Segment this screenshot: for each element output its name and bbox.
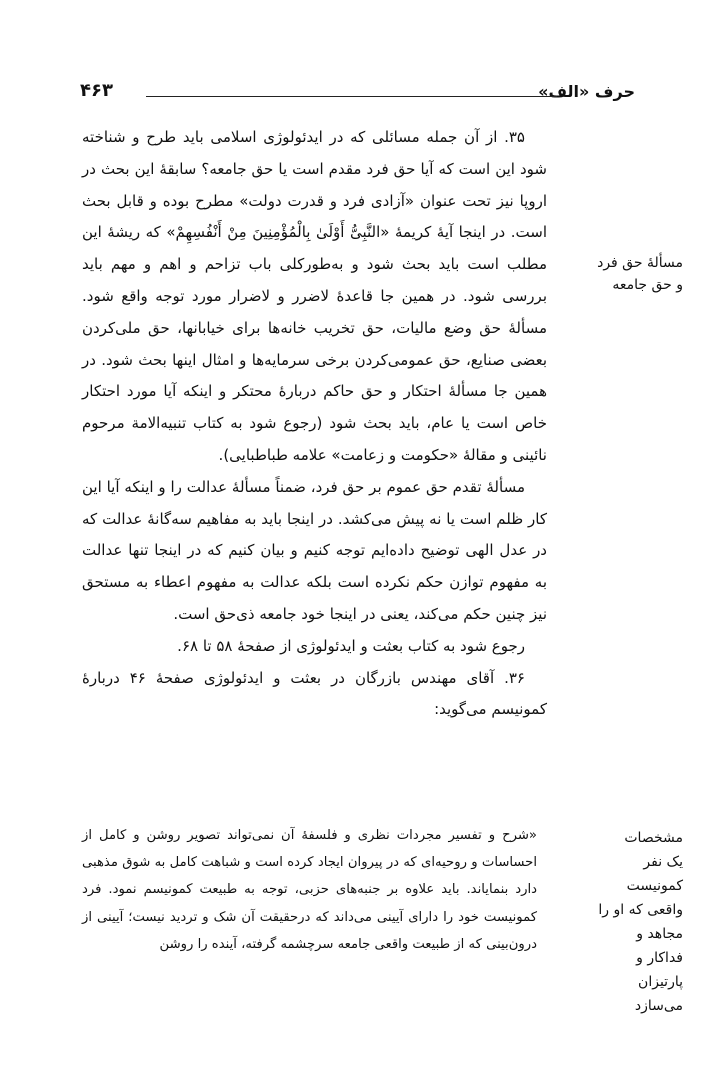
paragraph-36: ۳۶. آقای مهندس بازرگان در بعثت و ایدئولوژی صفحهٔ ۴۶ دربارهٔ کمونیسم می‌گوید: — [82, 668, 547, 719]
paragraph-justice: مسألهٔ تقدم حق عموم بر حق فرد، ضمناً مسألهٔ عدالت را و اینکه آیا این کار ظلم است یا نه پیش می‌کشد. در اینجا باید به مفاهیم سه‌گانهٔ عدالت که در عدل الهی توضیح داده‌ایم توجه کنیم و بیان کنیم که در اینجا تنها عدالت به مفهوم توازن حکم نکرده است بلکه عدالت به مفهوم اعطاء به مستحق نیز چنین حکم می‌کند، یعنی در اینجا خود جامعه ذی‌حق است. — [82, 477, 547, 623]
margin-note-line: واقعی که او را — [598, 902, 683, 918]
header-rule — [146, 96, 557, 97]
page-number: ۴۶۳ — [80, 80, 113, 101]
quote-text: «شرح و تفسیر مجردات نظری و فلسفهٔ آن نمی‌تواند تصویر روشن و کامل از احساسات و روحیه‌ای که در پیروان ایجاد کرده است و شباهت کامل به شوق مذهبی دارد بنمایاند. باید علاوه بر جنبه‌های حزبی، توجه به طبیعت کمونیسم نمود. فرد کمونیست خود را دارای آیینی می‌داند که درحقیقت آن شک و تردید نیست؛ آیینی از درون‌بینی که از طبیعت واقعی جامعه سرچشمه گرفته، آینده را روشن — [82, 828, 537, 952]
main-text — [82, 122, 547, 726]
margin-note-line: کمونیست — [626, 878, 683, 894]
margin-note-individual-vs-society — [555, 252, 683, 296]
margin-note-line: مشخصات — [624, 830, 683, 846]
paragraph-35: ۳۵. از آن جمله مسائلی که در ایدئولوژی اسلامی باید طرح و شناخته شود این است که آیا حق فرد مقدم است یا حق جامعه؟ سابقهٔ این بحث در اروپا نیز تحت عنوان «آزادی فرد و قدرت دولت» مطرح بوده و قابل بحث است. در اینجا آیهٔ کریمهٔ «النَّبِیُّ أَوْلَیٰ بِالْمُؤْمِنِینَ مِنْ أَنْفُسِهِمْ» که ریشهٔ این مطلب است باید بحث شود و به‌طورکلی باب تزاحم و اهم و مهم باید بررسی شود. در همین جا قاعدهٔ لاضرر و لاضرار مورد توجه واقع شود. مسألهٔ حق وضع مالیات، حق تخریب خانه‌ها برای خیابانها، حق ملی‌کردن بعضی صنایع، حق عمومی‌کردن برخی سرمایه‌ها و امثال اینها بحث شود. در همین جا مسألهٔ احتکار و حق حاکم دربارهٔ محتکر و اینکه آیا مورد احتکار خاص است یا عام، باید بحث شود (رجوع شود به کتاب تنبیه‌الامة مرحوم نائینی و مقالهٔ «حکومت و زعامت» علامه طباطبایی). — [82, 128, 547, 464]
quote-block — [82, 822, 537, 958]
paragraph-reference: رجوع شود به کتاب بعثت و ایدئولوژی از صفحهٔ ۵۸ تا ۶۸. — [177, 636, 525, 655]
margin-note-line: و حق جامعه — [612, 277, 683, 293]
margin-note-communist — [555, 826, 683, 1018]
margin-note-line: مسألهٔ حق فرد — [597, 255, 683, 271]
margin-note-line: یک نفر — [643, 854, 683, 870]
margin-note-line: فداکار و — [636, 950, 683, 966]
margin-note-line: می‌سازد — [634, 998, 683, 1014]
margin-note-line: مجاهد و — [636, 926, 683, 942]
page-header — [80, 82, 635, 106]
margin-note-line: پارتیزان — [638, 974, 683, 990]
running-title: حرف «الف» — [538, 82, 635, 101]
